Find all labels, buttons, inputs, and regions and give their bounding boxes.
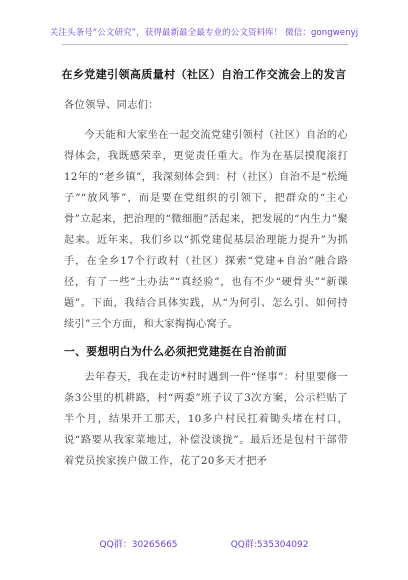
body-paragraph: 今天能和大家坐在一起交流党建引领村（社区）自治的心得体会，我既感荣幸，更觉责任重大。作为在基层摸爬滚打12年的“老乡镇”，我深刻体会到：村（社区）自治不是“松绳子”“放风筝”，而是要在党组织的引领下，把群众的“主心骨”立起来，把治理的“微细胞”活起来，把发展的“内生力”聚起来。近年来，我们乡以“抓党建促基层治理能力提升”为抓手，在全乡17个行政村（社区）探索“党建+自治”融合路径，有了一些“土办法”“真经验”，也有不少“硬骨头”“新课题”。下面，我结合具体实践，从“为何引、怎么引、如何持续引”三个方面，和大家掏掏心窝子。 [64,130,348,330]
document-body [64,95,348,472]
footer-qq-group-2: QQ群:535304092 [230,540,309,550]
footer-contact [0,537,408,550]
footer-qq-group-1: QQ群：30265665 [99,540,178,550]
header-promo-note: 关注头条号“公文研究”，获得最新最全最专业的公文资料库！ 微信：gongwenyj [49,28,359,38]
section-heading: 一、要想明白为什么必须把党建挺在自治前面 [64,345,287,358]
salutation: 各位领导、同志们： [64,100,159,111]
header-divider [62,44,348,45]
document-title: 在乡党建引领高质量村（社区）自治工作交流会上的发言 [61,68,347,81]
body-paragraph: 去年春天，我在走访*村时遇到一件“怪事”：村里要修一条3公里的机耕路，村“两委”班子议了3次方案，公示栏贴了半个月，结果开工那天，10多户村民扛着锄头堵在村口，说“路要从我家菜地过，补偿没谈拢”。最后还是包村干部带着党员挨家挨户做工作，花了20多天才把矛 [64,372,348,467]
